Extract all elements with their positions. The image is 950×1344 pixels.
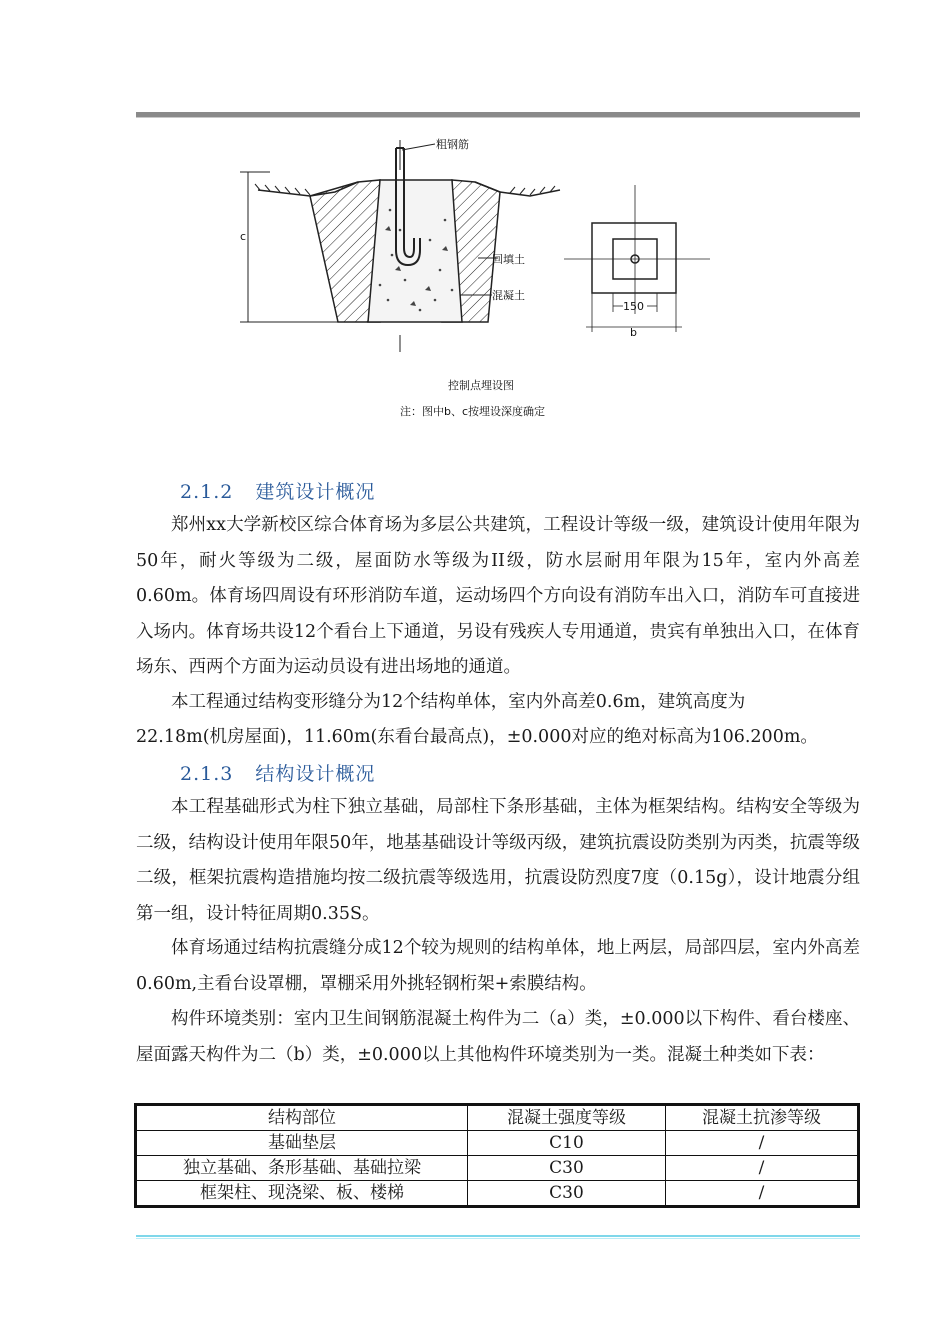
table-row: [136, 1181, 859, 1207]
heading-number: 2.1.2: [180, 481, 234, 503]
table-header-row: [136, 1105, 859, 1131]
heading-number: 2.1.3: [180, 763, 234, 785]
heading-title: 结构设计概况: [255, 763, 376, 785]
concrete-block: [368, 180, 462, 322]
table-cell: 基础垫层: [136, 1131, 468, 1156]
label-c: c: [240, 230, 247, 243]
figure-note: 注：图中b、c按埋设深度确定: [400, 405, 546, 418]
table-cell: /: [666, 1181, 859, 1207]
paragraph-structure-units-a: 本工程通过结构变形缝分为12个结构单体，室内外高差0.6m，建筑高度为: [171, 692, 746, 712]
header-rule: [136, 112, 860, 118]
label-rebar: 粗钢筋: [436, 138, 469, 151]
paragraph-environment-class: 构件环境类别：室内卫生间钢筋混凝土构件为二（a）类，±0.000以下构件、看台楼座、屋面露天构件为二（b）类，±0.000以上其他构件环境类别为一类。混凝土种类如下表：: [136, 1009, 860, 1065]
table-cell: /: [666, 1156, 859, 1181]
table-cell: 框架柱、现浇梁、板、楼梯: [136, 1181, 468, 1207]
control-point-diagram: [230, 130, 730, 430]
footer-rule-light: [136, 1238, 860, 1239]
heading-2-1-3: [180, 759, 375, 786]
heading-title: 建筑设计概况: [255, 481, 376, 503]
table-cell: C30: [468, 1156, 666, 1181]
table-row: [136, 1156, 859, 1181]
table-cell: /: [666, 1131, 859, 1156]
heading-2-1-2: [180, 477, 375, 504]
table-cell: C10: [468, 1131, 666, 1156]
label-b: b: [630, 326, 637, 339]
concrete-table: [134, 1103, 860, 1208]
plan-outer: [592, 223, 676, 293]
table-header: 混凝土抗渗等级: [666, 1105, 859, 1131]
table-row: [136, 1131, 859, 1156]
label-backfill: 回填土: [492, 253, 525, 266]
table-header: 混凝土强度等级: [468, 1105, 666, 1131]
paragraph-structure-units-b: 22.18m(机房屋面)，11.60m(东看台最高点)，±0.000对应的绝对标高为106.200m。: [136, 727, 818, 747]
paragraph-foundation: 本工程基础形式为柱下独立基础，局部柱下条形基础，主体为框架结构。结构安全等级为二级，结构设计使用年限50年，地基基础设计等级丙级，建筑抗震设防类别为丙类，抗震等级二级，框架抗震构造措施均按二级抗震等级选用，抗震设防烈度7度（0.15g），设计地震分组第一组，设计特征周期0.35S。: [136, 797, 860, 924]
footer-rule: [136, 1235, 860, 1237]
figure-caption: 控制点埋设图: [448, 379, 514, 392]
label-150: 150: [623, 300, 644, 313]
paragraph-architecture: 郑州xx大学新校区综合体育场为多层公共建筑，工程设计等级一级，建筑设计使用年限为50年，耐火等级为二级，屋面防水等级为II级，防水层耐用年限为15年，室内外高差0.60m。体育场四周设有环形消防车道，运动场四个方向设有消防车出入口，消防车可直接进入场内。体育场共设12个看台上下通道，另设有残疾人专用通道，贵宾有单独出入口，在体育场东、西两个方面为运动员设有进出场地的通道。: [136, 515, 860, 677]
paragraph-seismic-joints: 体育场通过结构抗震缝分成12个较为规则的结构单体，地上两层，局部四层，室内外高差0.60m,主看台设罩棚，罩棚采用外挑轻钢桁架+索膜结构。: [136, 938, 860, 994]
table-cell: 独立基础、条形基础、基础拉梁: [136, 1156, 468, 1181]
label-concrete: 混凝土: [492, 289, 525, 302]
table-header: 结构部位: [136, 1105, 468, 1131]
table-cell: C30: [468, 1181, 666, 1207]
